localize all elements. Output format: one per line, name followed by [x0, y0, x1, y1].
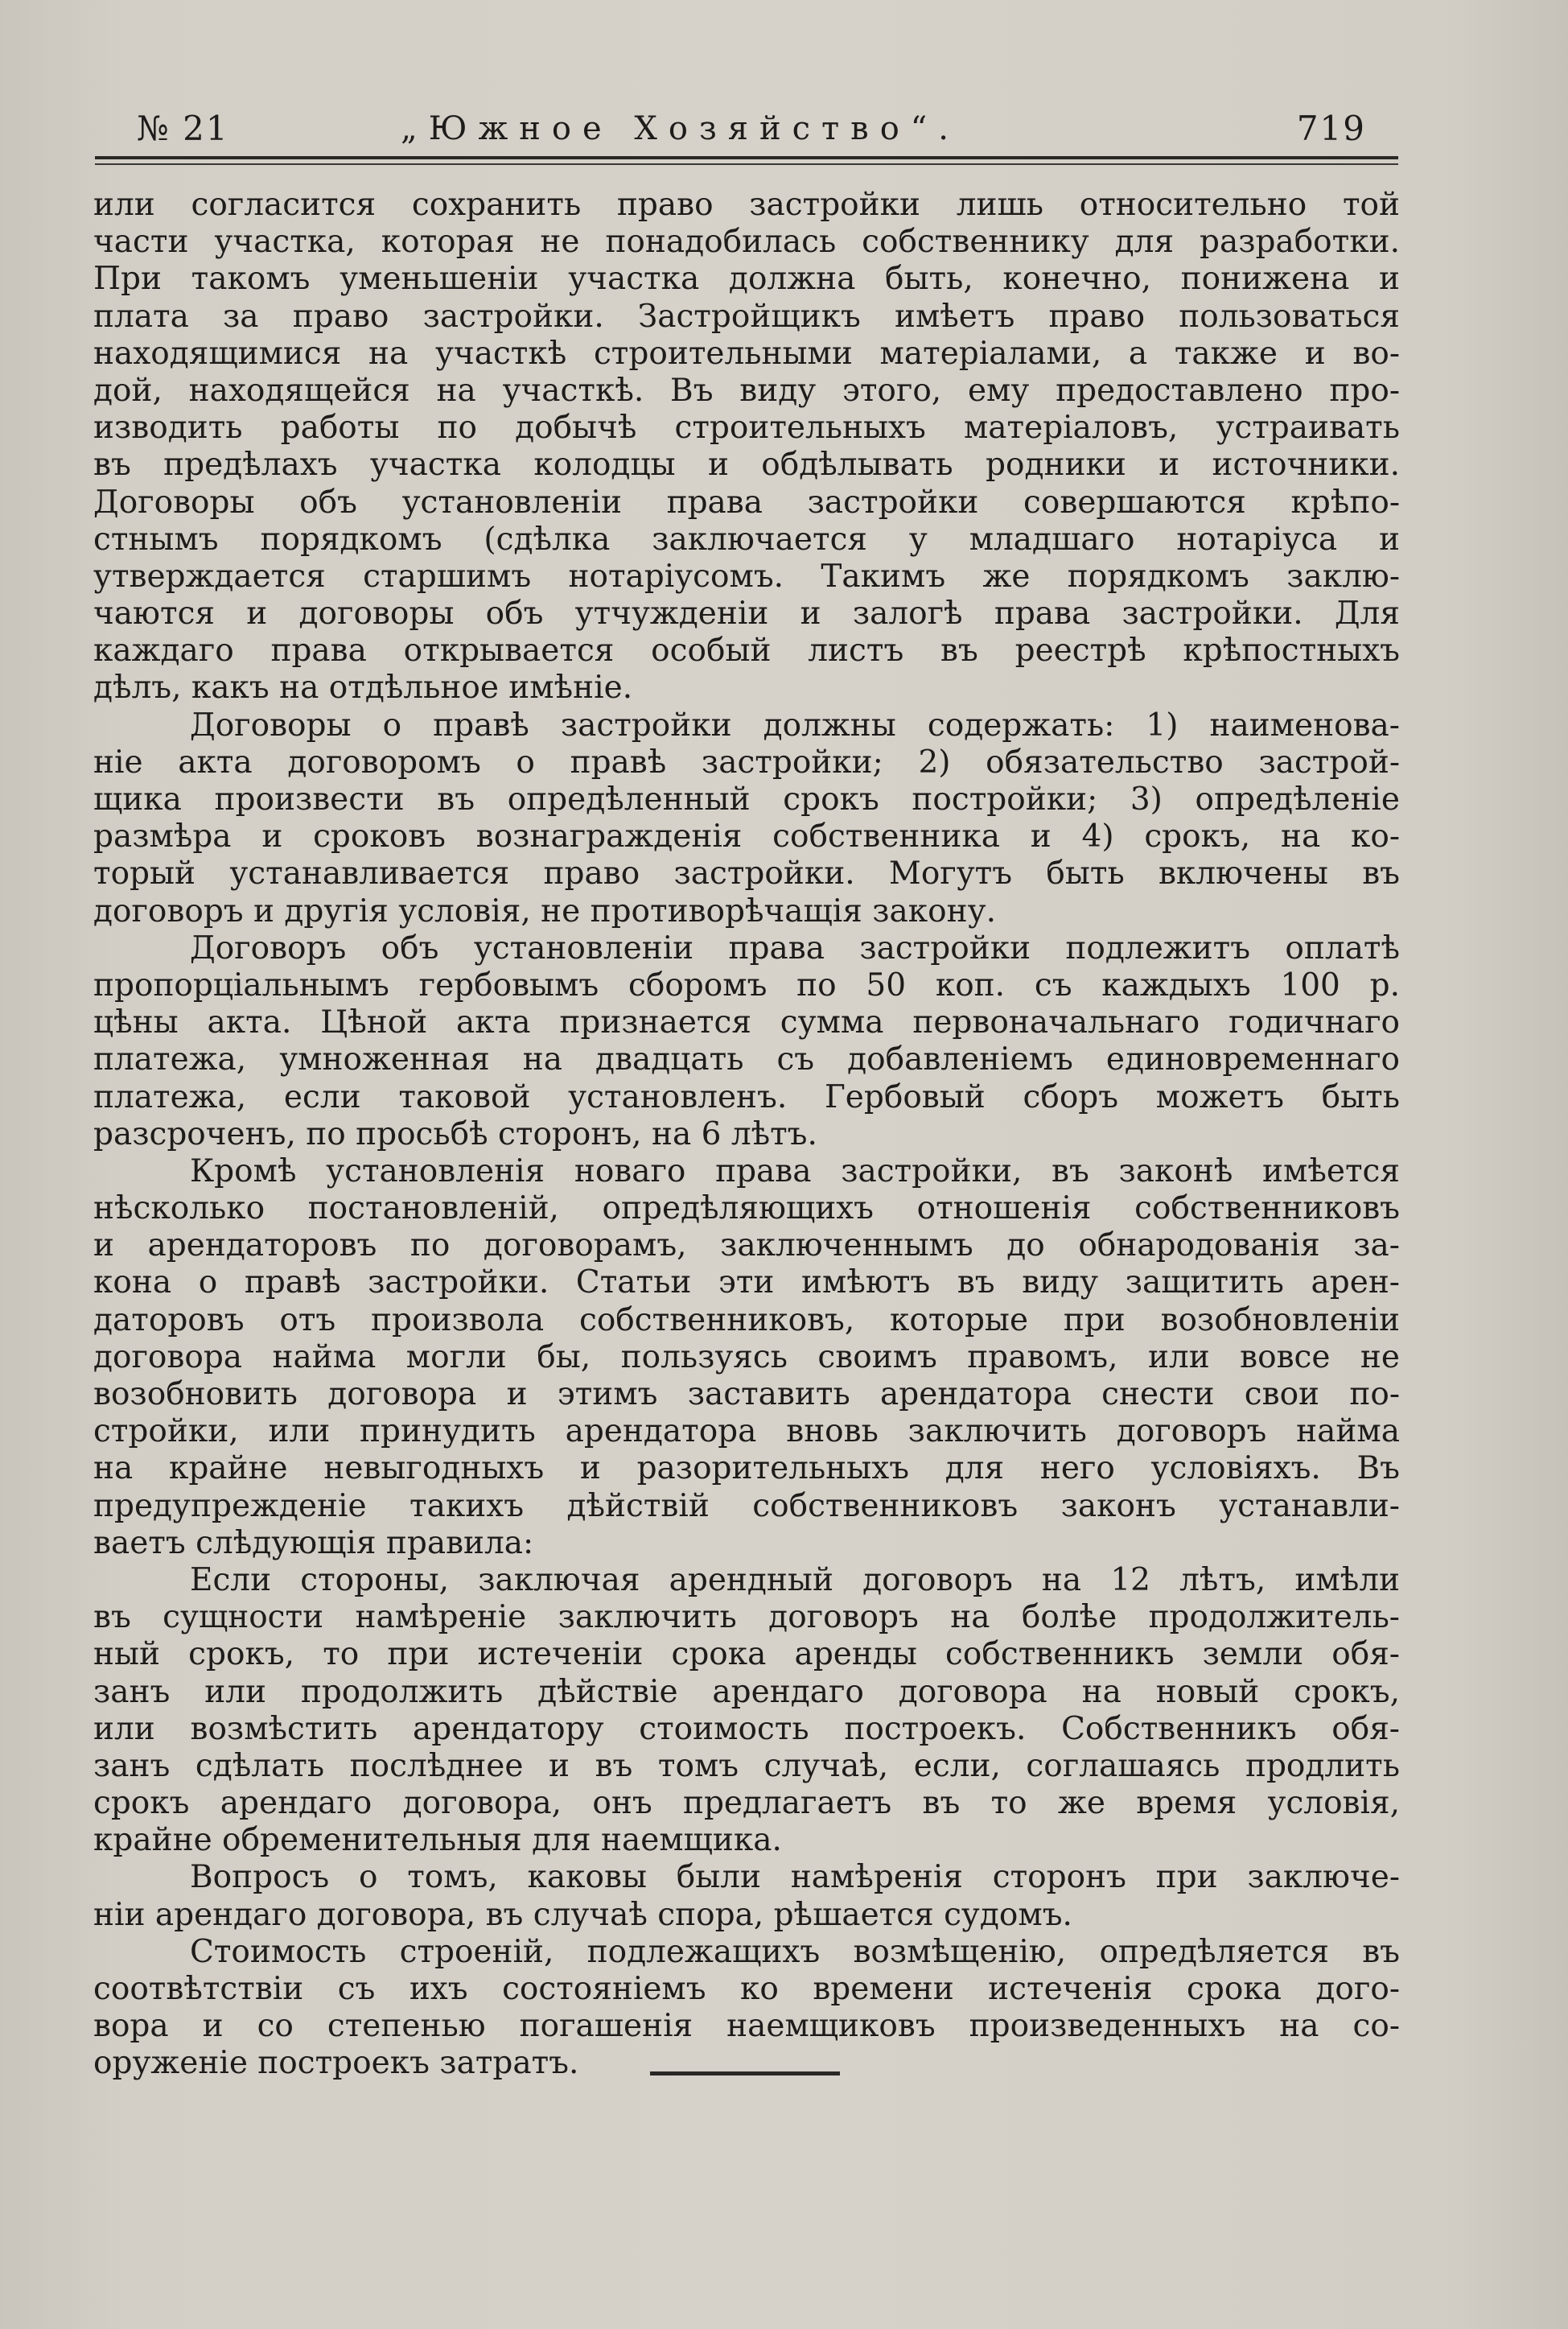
text-line: плата за право застройки. Застройщикъ имѣетъ право пользоваться	[93, 298, 1400, 335]
text-line: въ сущности намѣреніе заключить договоръ на болѣе продолжитель-	[93, 1599, 1400, 1636]
text-line: При такомъ уменьшеніи участка должна быть, конечно, понижена и	[93, 261, 1400, 298]
text-line: Кромѣ установленія новаго права застройки, въ законѣ имѣется	[190, 1152, 1400, 1189]
text-line: оруженіе построекъ затратъ.	[93, 2045, 579, 2082]
text-line: каждаго права открывается особый листъ въ реестрѣ крѣпостныхъ	[93, 633, 1400, 670]
text-line: дѣлъ, какъ на отдѣльное имѣніе.	[93, 670, 633, 707]
end-of-article-rule	[650, 2071, 840, 2075]
text-line: срокъ арендаго договора, онъ предлагаетъ въ то же время условія,	[93, 1785, 1400, 1822]
text-line: въ предѣлахъ участка колодцы и обдѣлывать родники и источники.	[93, 447, 1400, 484]
text-line: изводить работы по добычѣ строительныхъ матеріаловъ, устраивать	[93, 410, 1400, 447]
header-rule-thin	[95, 163, 1398, 165]
text-line: дой, находящейся на участкѣ. Въ виду этого, ему предоставлено про-	[93, 372, 1400, 409]
text-line: занъ или продолжить дѣйствіе арендаго договора на новый срокъ,	[93, 1673, 1400, 1710]
running-header	[95, 103, 1398, 155]
text-line: цѣны акта. Цѣной акта признается сумма первоначальнаго годичнаго	[93, 1004, 1400, 1041]
text-line: предупрежденіе такихъ дѣйствій собственниковъ законъ устанавли-	[93, 1487, 1400, 1524]
text-line: Договоръ объ установленіи права застройки подлежитъ оплатѣ	[190, 930, 1400, 967]
journal-title: „Южное Хозяйство“.	[401, 110, 960, 147]
text-line: крайне обременительныя для наемщика.	[93, 1822, 782, 1859]
text-line: платежа, умноженная на двадцать съ добавленіемъ единовременнаго	[93, 1041, 1400, 1078]
text-line: находящимися на участкѣ строительными матеріалами, а также и во-	[93, 335, 1400, 372]
text-line: ніе акта договоромъ о правѣ застройки; 2) обязательство застрой-	[93, 744, 1400, 781]
text-line: чаются и договоры объ утчужденіи и залогѣ права застройки. Для	[93, 596, 1400, 633]
text-line: разсроченъ, по просьбѣ сторонъ, на 6 лѣтъ.	[93, 1115, 817, 1152]
text-line: стнымъ порядкомъ (сдѣлка заключается у младшаго нотаріуса и	[93, 521, 1400, 558]
text-line: договора найма могли бы, пользуясь своимъ правомъ, или вовсе не	[93, 1338, 1400, 1375]
text-line: договоръ и другія условія, не противорѣчащія закону.	[93, 892, 996, 930]
text-line: стройки, или принудить арендатора вновь заключить договоръ найма	[93, 1413, 1400, 1450]
text-line: на крайне невыгодныхъ и разорительныхъ для него условіяхъ. Въ	[93, 1450, 1400, 1487]
text-line: ный срокъ, то при истеченіи срока аренды собственникъ земли обя-	[93, 1636, 1400, 1673]
text-line: Договоры объ установленіи права застройки совершаются крѣпо-	[93, 484, 1400, 521]
text-line: соотвѣтствіи съ ихъ состояніемъ ко времени истеченія срока дого-	[93, 1971, 1400, 2007]
issue-number: № 21	[137, 109, 229, 148]
text-line: ваетъ слѣдующія правила:	[93, 1524, 534, 1561]
text-line: платежа, если таковой установленъ. Гербовый сборъ можетъ быть	[93, 1078, 1400, 1115]
text-line: части участка, которая не понадобилась собственнику для разработки.	[93, 224, 1400, 261]
text-line: щика произвести въ опредѣленный срокъ постройки; 3) опредѣленіе	[93, 781, 1400, 818]
text-line: Вопросъ о томъ, каковы были намѣренія сторонъ при заключе-	[190, 1859, 1400, 1896]
page-number: 719	[1296, 109, 1366, 148]
text-line: Стоимость строеній, подлежащихъ возмѣщенію, опредѣляется въ	[190, 1933, 1400, 1970]
text-line: или согласится сохранить право застройки лишь относительно той	[93, 187, 1400, 223]
text-line: ніи арендаго договора, въ случаѣ спора, рѣшается судомъ.	[93, 1896, 1072, 1933]
text-line: пропорціальнымъ гербовымъ сборомъ по 50 коп. съ каждыхъ 100 р.	[93, 967, 1400, 1004]
text-line: торый устанавливается право застройки. Могутъ быть включены въ	[93, 855, 1400, 892]
text-line: занъ сдѣлать послѣднее и въ томъ случаѣ, если, соглашаясь продлить	[93, 1747, 1400, 1784]
text-line: возобновить договора и этимъ заставить арендатора снести свои по-	[93, 1376, 1400, 1412]
text-line: и арендаторовъ по договорамъ, заключеннымъ до обнародованія за-	[93, 1227, 1400, 1264]
header-rule-thick	[95, 156, 1398, 159]
text-line: даторовъ отъ произвола собственниковъ, которые при возобновленіи	[93, 1301, 1400, 1338]
text-line: или возмѣстить арендатору стоимость построекъ. Собственникъ обя-	[93, 1710, 1400, 1747]
text-line: утверждается старшимъ нотаріусомъ. Такимъ же порядкомъ заклю-	[93, 558, 1400, 595]
article-body	[93, 187, 1400, 2083]
text-line: нѣсколько постановленій, опредѣляющихъ отношенія собственниковъ	[93, 1190, 1400, 1227]
text-line: вора и со степенью погашенія наемщиковъ произведенныхъ на со-	[93, 2008, 1400, 2045]
text-line: размѣра и сроковъ вознагражденія собственника и 4) срокъ, на ко-	[93, 818, 1400, 855]
text-line: Если стороны, заключая арендный договоръ на 12 лѣтъ, имѣли	[190, 1561, 1400, 1598]
text-line: кона о правѣ застройки. Статьи эти имѣютъ въ виду защитить арен-	[93, 1264, 1400, 1301]
text-line: Договоры о правѣ застройки должны содержать: 1) наименова-	[190, 707, 1400, 744]
